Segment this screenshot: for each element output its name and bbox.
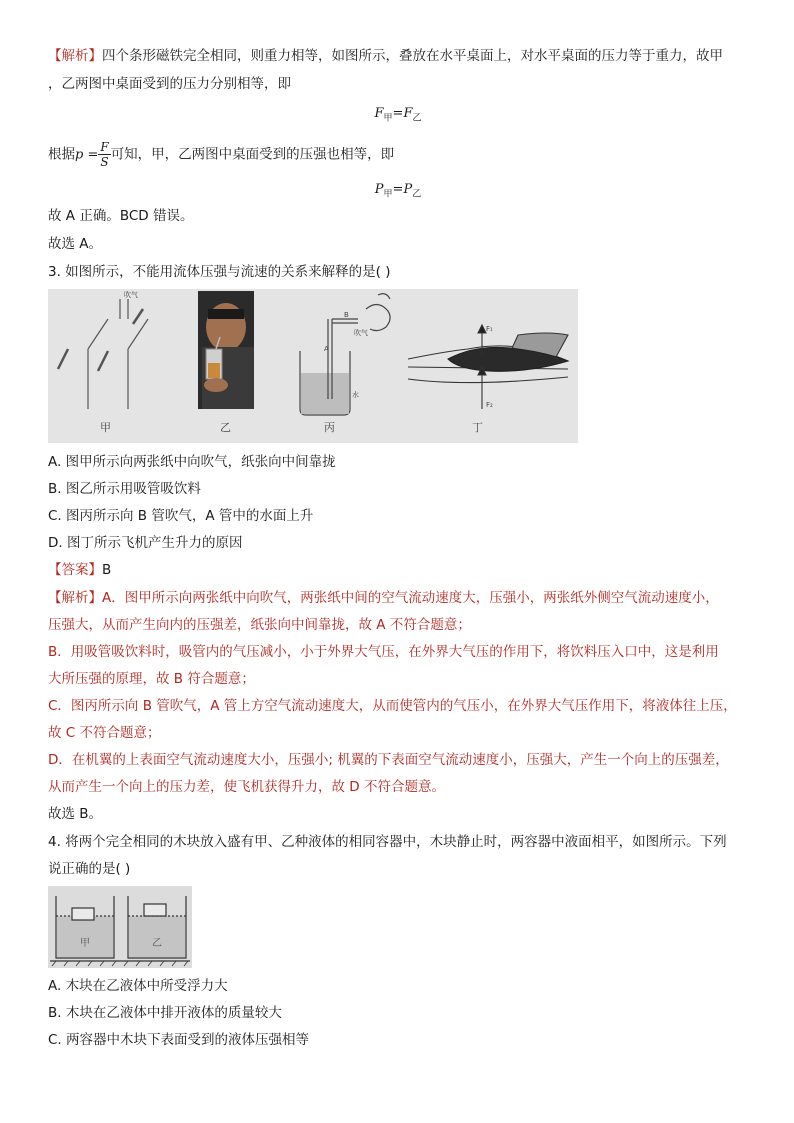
question-4-figure [48, 886, 192, 968]
explanation-line-1: 【解析】A．图甲所示向两张纸中向吹气，两张纸中间的空气流动速度大，压强小，两张纸外侧空气流动速度小， [48, 590, 719, 606]
label-tube-b: B [344, 311, 349, 319]
label-tube-a: A [324, 345, 329, 353]
question-3: 3. 如图所示，不能用流体压强与流速的关系来解释的是( ) [48, 264, 391, 280]
q3-option-d: D. 图丁所示飞机产生升力的原因 [48, 535, 243, 551]
answer-tag: 【答案】 [48, 562, 102, 578]
explanation-line-8: 从而产生一个向上的压力差，使飞机获得升力，故 D 不符合题意。 [48, 779, 445, 795]
choose-b-line: 故选 B。 [48, 806, 103, 822]
label-f1: F₁ [486, 325, 493, 333]
q3-option-c: C. 图丙所示向 B 管吹气，A 管中的水面上升 [48, 508, 314, 524]
formula-pressure-equal: $P_甲=P_乙$ [374, 182, 422, 200]
answer-value: B [102, 562, 112, 578]
explanation-line-4: 大所压强的原理，故 B 符合题意； [48, 671, 255, 687]
choice-line-a: 故选 A。 [48, 236, 103, 252]
question-4-line-1: 4. 将两个完全相同的木块放入盛有甲、乙种液体的相同容器中，木块静止时，两容器中液面相平，如图所示。下列 [48, 834, 727, 850]
explanation-line-3: B．用吸管吸饮料时，吸管内的气压减小，小于外界大气压，在外界大气压的作用下，将饮料压入口中，这是利用 [48, 644, 719, 660]
analysis-tag: 【解析】 [48, 48, 102, 64]
q3-option-b: B. 图乙所示用吸管吸饮料 [48, 481, 201, 497]
label-bing: 丙 [324, 421, 335, 434]
blow-label-jia: 吹气 [124, 291, 138, 299]
explanation-tag: 【解析】 [48, 590, 102, 606]
analysis-line-2: ，乙两图中桌面受到的压力分别相等，即 [48, 76, 291, 92]
analysis-text: 四个条形磁铁完全相同，则重力相等，如图所示，叠放在水平桌面上，对水平桌面的压力等于重力，故甲 [102, 48, 723, 64]
label-f2: F₂ [486, 401, 493, 409]
figure-yi [198, 291, 254, 409]
conclusion-line: 故 A 正确。BCD 错误。 [48, 208, 194, 224]
answer-line [48, 560, 111, 580]
label-yi: 乙 [220, 421, 231, 434]
explanation-line-5: C．图丙所示向 B 管吹气，A 管上方空气流动速度大，从而使管内的气压小，在外界大气压作用下，将液体往上压， [48, 698, 737, 714]
question-3-figure [48, 289, 578, 443]
explanation-line-7: D．在机翼的上表面空气流动速度大小，压强小; 机翼的下表面空气流动速度小，压强大，产生一个向上的压强差， [48, 752, 729, 768]
explanation-line-6: 故 C 不符合题意； [48, 725, 161, 741]
label-ding: 丁 [472, 421, 483, 434]
label-water: 水 [352, 391, 359, 399]
q4-option-c: C. 两容器中木块下表面受到的液体压强相等 [48, 1032, 310, 1048]
label-container-jia: 甲 [80, 938, 90, 949]
q4-option-a: A. 木块在乙液体中所受浮力大 [48, 978, 228, 994]
analysis-line-pressure: 根据p = $\frac{F}{S}$ 可知，甲，乙两图中桌面受到的压强也相等，即 [48, 140, 395, 169]
analysis-line-1 [48, 46, 723, 66]
formula-force-equal: $F_甲=F_乙$ [374, 106, 422, 124]
q4-option-b: B. 木块在乙液体中排开液体的质量较大 [48, 1005, 282, 1021]
label-jia: 甲 [100, 421, 111, 434]
blow-label-bing: 吹气 [354, 329, 368, 337]
label-container-yi: 乙 [152, 938, 162, 949]
question-4-line-2: 说正确的是( ) [48, 861, 131, 877]
explanation-line-2: 压强大，从而产生向内的压强差，纸张向中间靠拢，故 A 不符合题意； [48, 617, 471, 633]
fraction-f-over-s: $\frac{F}{S}$ [100, 140, 109, 169]
q3-option-a: A. 图甲所示向两张纸中向吹气，纸张向中间靠拢 [48, 454, 336, 470]
